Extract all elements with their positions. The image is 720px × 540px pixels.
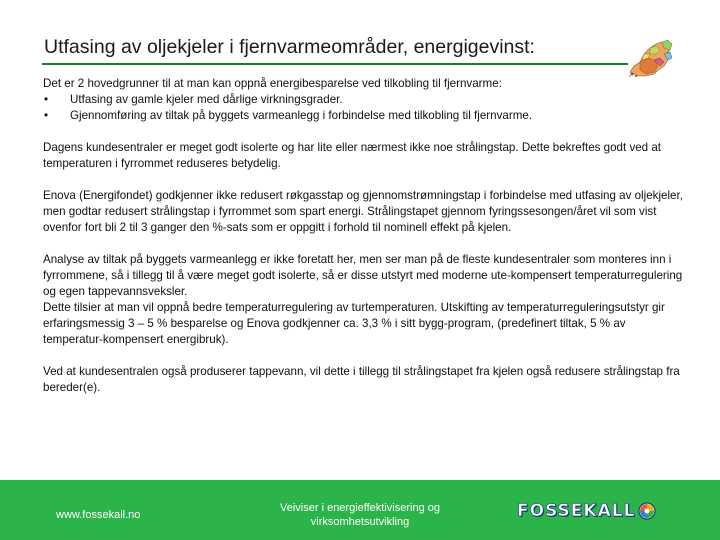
paragraph-enova: Enova (Energifondet) godkjenner ikke redusert røkgasstap og gjennomstrømningstap i forbindelse med utfasing av oljekjeler, men godtar redusert strålingstap i fyrrommet som spart energi. Strålingstapet gjennom fyringssesongen/året vil som vist ovenfor fort bli 2 til 3 ganger den %-sats som er oppgitt i forhold til nominell effekt på kjelen.: [43, 189, 683, 234]
bullet-marker: •: [44, 93, 49, 106]
slide-body: [43, 76, 683, 396]
list-item-text: Utfasing av gamle kjeler med dårlige virkningsgrader.: [70, 93, 343, 106]
footer-tagline: Veiviser i energieffektivisering og virksomhetsutvikling: [280, 502, 440, 528]
spacer: [43, 124, 683, 140]
list-item: [43, 92, 683, 108]
footer-bar: [0, 480, 720, 540]
fossekall-logo-mark-icon: [638, 502, 656, 520]
norway-map-icon: [624, 36, 676, 80]
paragraph-radiation-loss: Dagens kundesentraler er meget godt isolerte og har lite eller nærmest ikke noe strålingstap. Dette bekreftes godt ved at temperaturen i fyrrommet reduseres betydelig.: [43, 141, 662, 170]
title-divider: [42, 63, 628, 65]
fossekall-logo: [517, 501, 656, 521]
brand-wordmark: FOSSEKALL: [517, 501, 636, 521]
spacer: [43, 172, 683, 188]
list-item-text: Gjennomføring av tiltak på byggets varmeanlegg i forbindelse med tilkobling til fjernvarme.: [70, 109, 533, 122]
intro-text: Det er 2 hovedgrunner til at man kan oppnå energibesparelse ved tilkobling til fjernvarme:: [43, 77, 502, 90]
page-title: Utfasing av oljekjeler i fjernvarmeområder, energigevinst:: [44, 36, 535, 58]
reasons-list: [43, 92, 683, 124]
spacer: [43, 236, 683, 252]
paragraph-analysis: Analyse av tiltak på byggets varmeanlegg er ikke foretatt her, men ser man på de fleste kundesentraler som monteres inn i fyrrommene, så i tillegg til å være meget godt isolerte, så er disse utstyrt med moderne ute-kompensert temperaturregulering og egen tappevannsveksler.: [43, 253, 683, 298]
footer-website-link[interactable]: www.fossekall.no: [56, 509, 141, 521]
list-item: [43, 108, 683, 124]
paragraph-tap-water: Ved at kundesentralen også produserer tappevann, vil dette i tillegg til strålingstapet fra kjelen også redusere strålingstap fra bereder(e).: [43, 365, 680, 394]
bullet-marker: •: [44, 109, 49, 122]
spacer: [43, 348, 683, 364]
paragraph-temperature-regulation: Dette tilsier at man vil oppnå bedre temperaturregulering av turtemperaturen. Utskifting av temperaturreguleringsutstyr gir erfaringsmessig 3 – 5 % besparelse og Enova godkjenner ca. 3,3 % i sitt bygg-program, (predefinert tiltak, 5 % av temperatur-kompensert energibruk).: [43, 301, 665, 346]
